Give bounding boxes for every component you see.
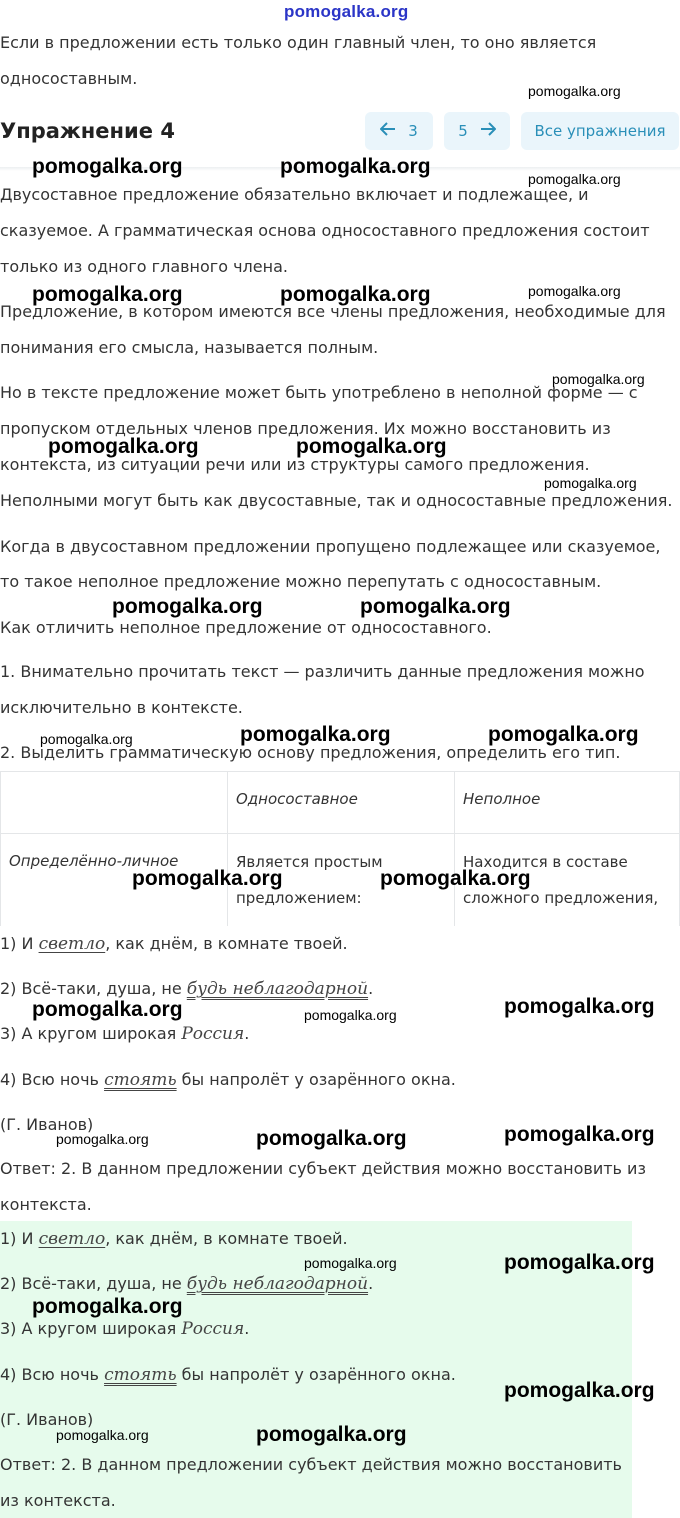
- watermark-bold: pomogalka.org: [240, 723, 391, 746]
- theory-line: Неполными могут быть как двусоставные, так и односоставные предложения.: [0, 491, 673, 510]
- theory-line: Как отличить неполное предложение от односоставного.: [0, 618, 492, 637]
- watermark-small: pomogalka.org: [56, 1131, 149, 1147]
- watermark-bold: pomogalka.org: [280, 155, 431, 178]
- theory-line: исключительно в контексте.: [0, 698, 243, 717]
- answer-line-3: 3) А кругом широкая Россия.: [0, 1024, 250, 1044]
- watermark-bold: pomogalka.org: [280, 283, 431, 306]
- watermark-small: pomogalka.org: [40, 731, 133, 747]
- answer-line-2: 2) Всё-таки, душа, не будь неблагодарной.: [0, 1274, 374, 1294]
- intro-line-1: Если в предложении есть только один главный член, то оно является: [0, 33, 597, 52]
- answer-author: (Г. Иванов): [0, 1115, 94, 1134]
- answer-result: Ответ: 2. В данном предложении субъект действия можно восстановить: [0, 1455, 622, 1474]
- theory-line: Но в тексте предложение может быть употреблено в неполной форме — с: [0, 383, 638, 402]
- watermark-small: pomogalka.org: [552, 371, 645, 387]
- table-cell: Находится в составе сложного предложения,: [455, 834, 680, 927]
- answer-line-3: 3) А кругом широкая Россия.: [0, 1319, 250, 1339]
- all-exercises-label: Все упражнения: [534, 122, 666, 140]
- theory-line: контекста, из ситуации речи или из структуры самого предложения.: [0, 455, 590, 474]
- theory-line: понимания его смысла, называется полным.: [0, 338, 379, 357]
- theory-line: пропуском отдельных членов предложения. Их можно восстановить из: [0, 419, 611, 438]
- underlined-word: будь неблагодарной: [186, 979, 369, 999]
- site-watermark-top: pomogalka.org: [284, 2, 409, 21]
- watermark-bold: pomogalka.org: [32, 155, 183, 178]
- table-header-cell: Односоставное: [228, 772, 455, 834]
- theory-line: только из одного главного члена.: [0, 257, 288, 276]
- watermark-small: pomogalka.org: [528, 283, 621, 299]
- underlined-word: светло: [38, 934, 106, 954]
- underlined-word: будь неблагодарной: [186, 1274, 369, 1294]
- watermark-bold: pomogalka.org: [296, 435, 447, 458]
- watermark-bold: pomogalka.org: [256, 1423, 407, 1446]
- comparison-table: [0, 771, 680, 926]
- answer-line-4: 4) Всю ночь стоять бы напролёт у озарённого окна.: [0, 1365, 456, 1385]
- watermark-bold: pomogalka.org: [504, 1379, 655, 1402]
- theory-line: 2. Выделить грамматическую основу предложения, определить его тип.: [0, 743, 621, 762]
- watermark-bold: pomogalka.org: [32, 1295, 183, 1318]
- watermark-small: pomogalka.org: [528, 83, 621, 99]
- underlined-word: стоять: [104, 1070, 177, 1090]
- intro-line-2: односоставным.: [0, 69, 138, 88]
- arrow-right-icon: [480, 122, 496, 140]
- watermark-bold: pomogalka.org: [504, 1251, 655, 1274]
- watermark-bold: pomogalka.org: [132, 867, 283, 890]
- table-header-cell: Неполное: [455, 772, 680, 834]
- answer-word: Россия: [181, 1319, 245, 1339]
- table-cell: Определённо-личное: [1, 834, 228, 927]
- all-exercises-button[interactable]: [521, 112, 679, 150]
- watermark-small: pomogalka.org: [544, 475, 637, 491]
- answer-author: (Г. Иванов): [0, 1410, 94, 1429]
- watermark-small: pomogalka.org: [304, 1255, 397, 1271]
- answer-line-1: 1) И светло, как днём, в комнате твоей.: [0, 934, 348, 954]
- watermark-small: pomogalka.org: [304, 1007, 397, 1023]
- theory-line: Предложение, в котором имеются все члены предложения, необходимые для: [0, 302, 666, 321]
- watermark-bold: pomogalka.org: [256, 1127, 407, 1150]
- answer-result: контекста.: [0, 1195, 92, 1214]
- underlined-word: светло: [38, 1229, 106, 1249]
- table-cell: Является простым предложением:: [228, 834, 455, 927]
- underlined-word: стоять: [104, 1365, 177, 1385]
- answer-result: из контекста.: [0, 1491, 116, 1510]
- table-header-cell: [1, 772, 228, 834]
- watermark-bold: pomogalka.org: [32, 998, 183, 1021]
- answer-line-2: 2) Всё-таки, душа, не будь неблагодарной.: [0, 979, 374, 999]
- answer-line-4: 4) Всю ночь стоять бы напролёт у озарённого окна.: [0, 1070, 456, 1090]
- watermark-bold: pomogalka.org: [504, 995, 655, 1018]
- exercise-title: Упражнение 4: [0, 119, 175, 143]
- watermark-bold: pomogalka.org: [48, 435, 199, 458]
- arrow-left-icon: [380, 122, 396, 140]
- prev-exercise-label: 3: [408, 122, 418, 140]
- next-exercise-label: 5: [458, 122, 468, 140]
- theory-line: 1. Внимательно прочитать текст — различить данные предложения можно: [0, 662, 645, 681]
- watermark-small: pomogalka.org: [56, 1427, 149, 1443]
- theory-line: Двусоставное предложение обязательно включает и подлежащее, и: [0, 185, 589, 204]
- watermark-bold: pomogalka.org: [112, 595, 263, 618]
- theory-line: то такое неполное предложение можно перепутать с односоставным.: [0, 572, 602, 591]
- prev-exercise-button[interactable]: [365, 112, 433, 150]
- answer-word: Россия: [181, 1024, 245, 1044]
- next-exercise-button[interactable]: [444, 112, 510, 150]
- watermark-bold: pomogalka.org: [380, 867, 531, 890]
- watermark-bold: pomogalka.org: [488, 723, 639, 746]
- watermark-small: pomogalka.org: [528, 171, 621, 187]
- watermark-bold: pomogalka.org: [32, 283, 183, 306]
- theory-line: сказуемое. А грамматическая основа односоставного предложения состоит: [0, 221, 650, 240]
- theory-line: Когда в двусоставном предложении пропущено подлежащее или сказуемое,: [0, 537, 661, 556]
- answer-line-1: 1) И светло, как днём, в комнате твоей.: [0, 1229, 348, 1249]
- watermark-bold: pomogalka.org: [360, 595, 511, 618]
- watermark-bold: pomogalka.org: [504, 1123, 655, 1146]
- answer-result: Ответ: 2. В данном предложении субъект действия можно восстановить из: [0, 1159, 646, 1178]
